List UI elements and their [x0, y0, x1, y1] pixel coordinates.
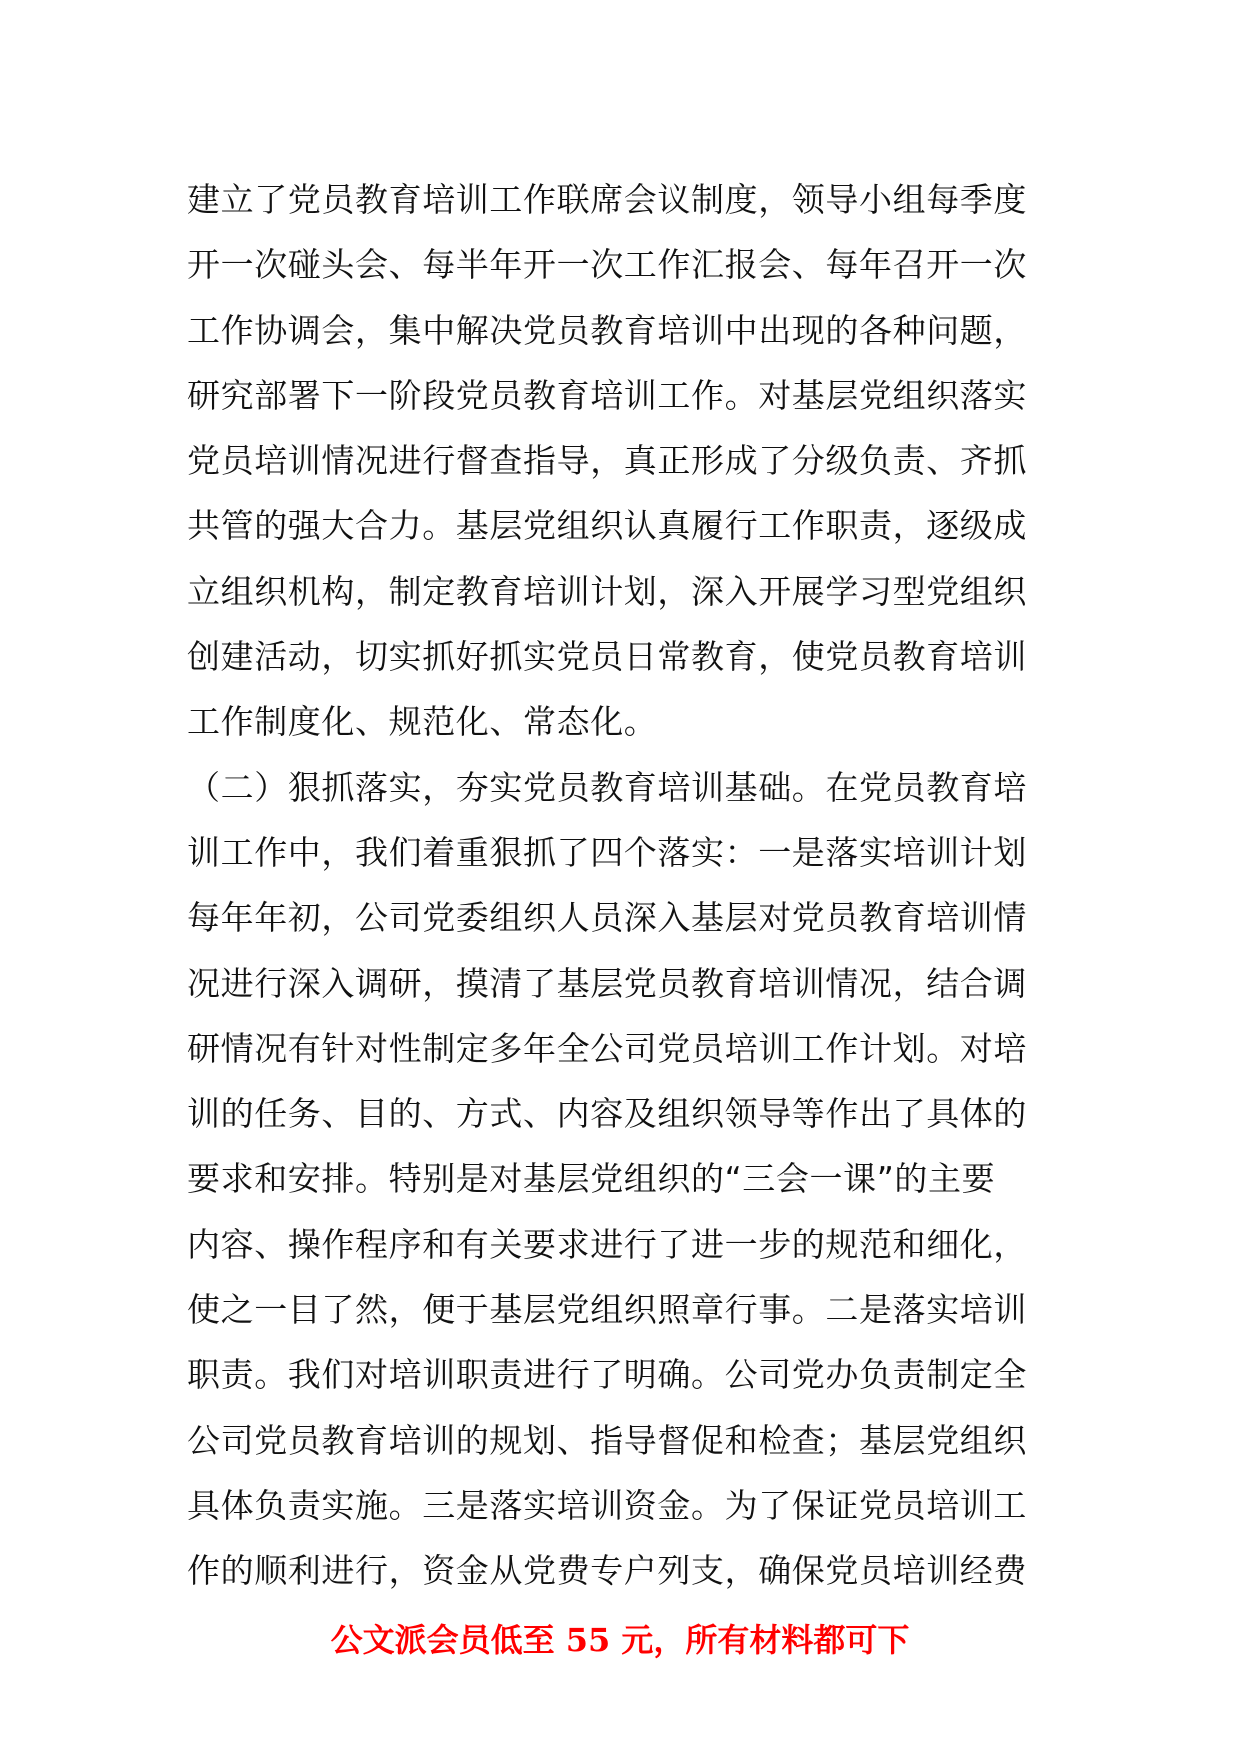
text-line: 内容、操作程序和有关要求进行了进一步的规范和细化， [187, 1224, 1027, 1264]
text-line: 具体负责实施。三是落实培训资金。为了保证党员培训工 [187, 1485, 1027, 1525]
section-heading-line: （二）狠抓落实，夯实党员教育培训基础。在党员教育培 [187, 767, 1027, 807]
text-line: 研究部署下一阶段党员教育培训工作。对基层党组织落实 [187, 375, 1027, 415]
text-line: 使之一目了然，便于基层党组织照章行事。二是落实培训 [187, 1290, 1027, 1330]
text-line: 创建活动，切实抓好抓实党员日常教育，使党员教育培训 [187, 637, 1027, 677]
text-line: 训工作中，我们着重狠抓了四个落实：一是落实培训计划 [187, 832, 1027, 872]
text-line: 每年年初，公司党委组织人员深入基层对党员教育培训情 [187, 898, 1027, 938]
body-text [187, 172, 1057, 1609]
text-line: 职责。我们对培训职责进行了明确。公司党办负责制定全 [187, 1355, 1027, 1395]
text-line: 建立了党员教育培训工作联席会议制度，领导小组每季度 [187, 180, 1027, 219]
text-line: 立组织机构，制定教育培训计划，深入开展学习型党组织 [187, 571, 1027, 611]
text-line: 党员培训情况进行督查指导，真正形成了分级负责、齐抓 [187, 441, 1027, 481]
text-line: 共管的强大合力。基层党组织认真履行工作职责，逐级成 [187, 506, 1027, 546]
text-line: 开一次碰头会、每半年开一次工作汇报会、每年召开一次 [187, 245, 1027, 285]
text-line: 要求和安排。特别是对基层党组织的“三会一课”的主要 [187, 1159, 996, 1199]
footer-notice: 公文派会员低至 55 元，所有材料都可下 [330, 1621, 910, 1659]
text-line: 况进行深入调研，摸清了基层党员教育培训情况，结合调 [187, 963, 1027, 1003]
text-line: 作的顺利进行，资金从党费专户列支，确保党员培训经费 [187, 1551, 1027, 1591]
text-line: 训的任务、目的、方式、内容及组织领导等作出了具体的 [187, 1094, 1027, 1134]
text-line: 公司党员教育培训的规划、指导督促和检查；基层党组织 [187, 1420, 1027, 1460]
text-line: 研情况有针对性制定多年全公司党员培训工作计划。对培 [187, 1028, 1027, 1068]
text-line: 工作协调会，集中解决党员教育培训中出现的各种问题， [187, 310, 1027, 350]
text-line: 工作制度化、规范化、常态化。 [187, 702, 658, 742]
